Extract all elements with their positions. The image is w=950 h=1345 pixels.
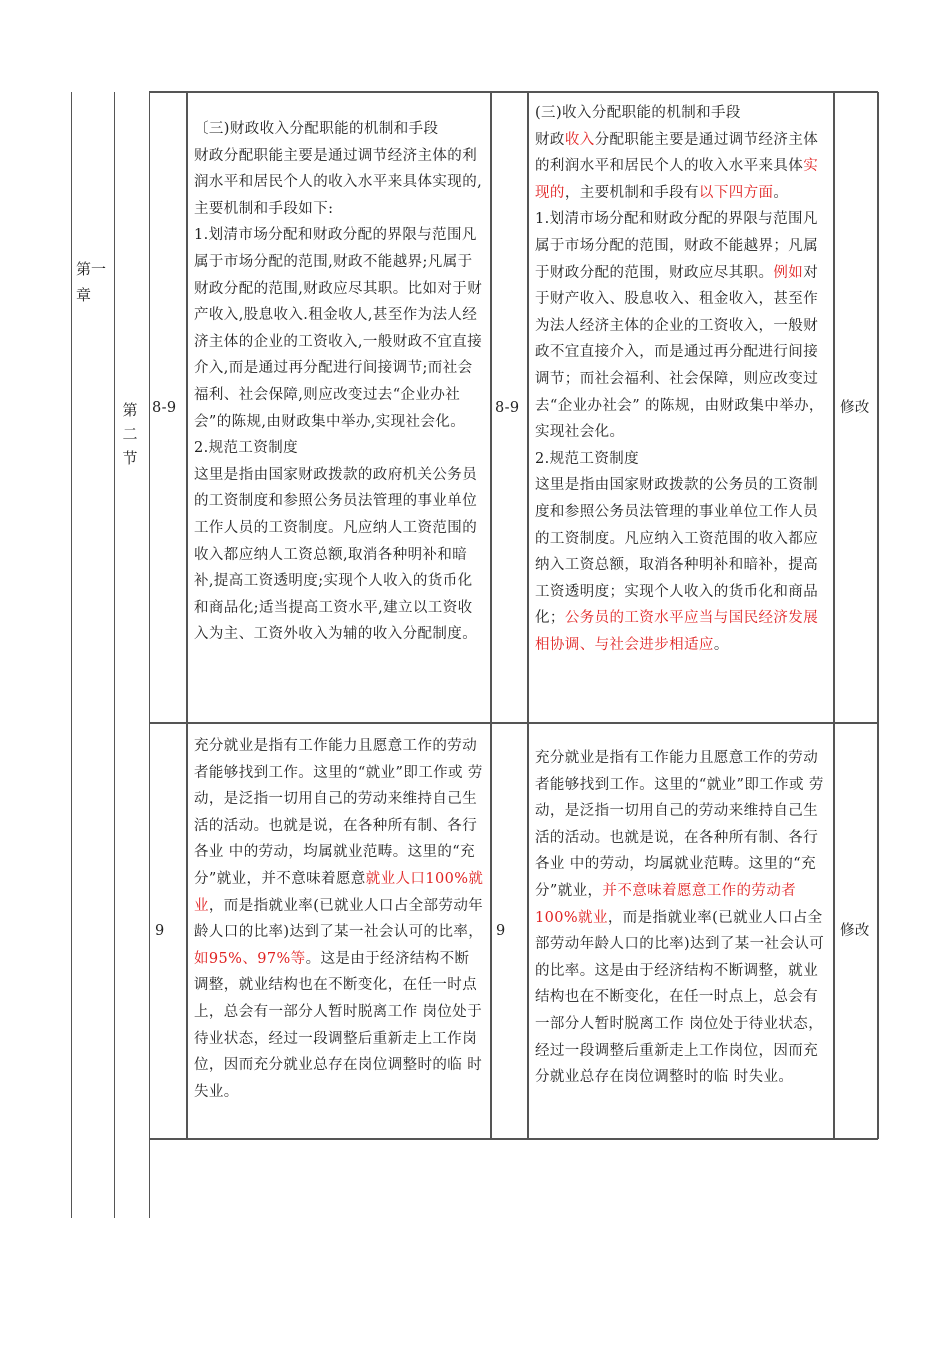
chapter-label	[76, 256, 112, 308]
chapter-label-line2: 章	[76, 286, 92, 304]
row2-action: 修改	[840, 923, 870, 939]
row1-rev-title: (三)收入分配职能的机制和手段	[535, 105, 741, 121]
row2-orig-red1: 就业人口100%就业	[194, 870, 484, 914]
section-label-line3: 节	[122, 449, 138, 467]
row1-rev-item2-a: 这里是指由国家财政拨款的公务员的工资制度和参照公务员法管理的事业单位工作人员 的工资制度。凡应纳入工资范围的收入都应纳入工资总额，取消各种明补和暗补，提高工资透明度；实现个人收入的货币化和商品化；	[535, 477, 834, 627]
row1-revised-text	[535, 100, 834, 658]
row1-rev-item2	[535, 472, 834, 658]
table-top-border	[149, 91, 878, 93]
col-line-orig-right	[490, 92, 492, 1139]
row2-page-left: 9	[155, 923, 165, 939]
row2-rev-red1: 并不意味着愿意工作的劳动者100%就业	[535, 882, 797, 926]
row1-rev-item2-title: 2.规范工资制度	[535, 450, 640, 467]
row2-page-right: 9	[496, 923, 506, 939]
row1-rev-intro-a: 财政	[535, 131, 565, 148]
row2-orig-a: 充分就业是指有工作能力且愿意工作的劳动者能够找到工作。这里的“就业”即工作或 劳动，是泛指一切用自己的劳动来维持自己生活的活动。也就是说，在各种所有制、各行各业 中的劳动，均属就业范畴。这里的“充分”就业，并不意味着愿意	[194, 738, 483, 887]
row1-rev-item1-b: 对 于财产收入、股息收入、租金收入，甚至作为法人经济主体的企业的工资收入，一般财政不宜直接介入，而是通过再分配进行间接调节；而社会福利、社会保障，则应改变过去“企业办社会” 的陈规，由财政集中举办，实现社会化。	[535, 264, 834, 441]
row-divider	[149, 722, 878, 724]
row1-rev-intro-red2: 实现的	[535, 158, 819, 201]
section-label-line1: 第	[122, 401, 138, 419]
row1-rev-item1	[535, 206, 834, 445]
row1-orig-item2: 这里是指由国家财政拨款的政府机关公务员的工资制度和参照公务员法管理的事业单位工作人员的工资制度。凡应纳人工资范围的收入都应纳人工资总额,取消各种明补和暗补,提高工资透明度;实现个人收入的货币化和商品化;适当提高工资水平,建立以工资收入为主、工资外收入为辅的收入分配制度。	[194, 466, 478, 643]
row1-orig-title: 〔三)财政收入分配职能的机制和手段	[194, 121, 439, 137]
row2-orig-red2: 如95%、97%等	[194, 950, 306, 967]
row1-page-right: 8-9	[495, 400, 520, 416]
col-line-page-left	[186, 92, 188, 1139]
row1-rev-intro-red1: 收入	[564, 131, 595, 148]
row1-rev-intro-b: 分配职能主要是通过调节经济主体的利润水平和居民个人的收入水平来具体	[535, 131, 819, 175]
section-label-line2: 二	[122, 425, 138, 443]
col-line-rev-right	[833, 92, 835, 1139]
row1-orig-item1: 1.划清市场分配和财政分配的界限与范围凡属于市场分配的范围,财政不能越界;凡属于财政分配的范围,财政应尽其职。比如对于财产收入,股息收入.租金收人,甚至作为法人经济主体的企业的工资收入,一般财政不宜直接介入,而是通过再分配进行间接调节;而社会福利、社会保障,则应改变过去“企业办社会”的陈规,由财政集中举办,实现社会化。	[194, 227, 483, 430]
left-border-line	[71, 92, 72, 1218]
chapter-divider-line	[114, 92, 115, 1218]
row1-rev-item1-red: 例如	[773, 264, 804, 281]
chapter-label-line1: 第一	[76, 260, 107, 278]
row1-rev-intro	[535, 127, 827, 207]
row2-orig-b: ，而是指就业率(已就业人口占全部劳动年龄人口的比率)达到了某一社会认可的比率，	[194, 897, 484, 941]
row1-rev-intro-d: 。	[773, 184, 789, 201]
row2-orig-c: 。这是由于经济结构不断调整，就业结构也在不断变化，在任一时点上，总会有一部分人暂时脱离工作 岗位处于待业状态，经过一段调整后重新走上工作岗位，因而充分就业总存在岗位调整时的临 时失业。	[194, 950, 483, 1100]
row1-rev-item1-a: 1.划清市场分配和财政分配的界限与范围凡属于市场分配的范围，财政不能越界；凡属于财政分配的范围，财政应尽其职。	[535, 211, 819, 281]
row1-page-left: 8-9	[152, 400, 177, 416]
row1-orig-intro: 财政分配职能主要是通过调节经济主体的利润水平和居民个人的收入水平来具体实现的,主要机制和手段如下:	[194, 147, 483, 217]
row2-rev-b: ，而是指就业率(已就业人口占全部劳动年龄人口的比率)达到了某一社会认可的比率。这是由于经济结构不断调整，就业结构也在不断变化，在任一时点上，总会有一部分人暂时脱离工作 岗位处于待业状态，经过一段调整后重新走上工作岗位，因而充分就业总存在岗位调整时的临 时失业。	[535, 909, 825, 1086]
row1-rev-intro-c: ，主要机制和手段有	[564, 184, 699, 201]
row1-rev-item2-red: 公务员的工资水平应当与国民经济发展相协调、与社会进步相适应	[535, 610, 819, 653]
row1-orig-item2-title: 2.规范工资制度	[194, 440, 299, 457]
row1-rev-intro-red3: 以下四方面	[698, 184, 774, 201]
row1-action: 修改	[840, 400, 870, 416]
section-label	[120, 398, 140, 470]
section-divider-line	[149, 92, 150, 1218]
row2-revised-text	[535, 745, 827, 1091]
row1-rev-item2-b: 。	[713, 636, 729, 653]
row1-original-text	[194, 116, 484, 648]
table-bottom-border	[149, 1138, 878, 1140]
col-line-page-right	[527, 92, 529, 1139]
table-right-border	[877, 92, 879, 1139]
row2-original-text	[194, 733, 484, 1105]
row2-rev-a: 充分就业是指有工作能力且愿意工作的劳动者能够找到工作。这里的“就业”即工作或 劳动，是泛指一切用自己的劳动来维持自己生活的活动。也就是说，在各种所有制、各行各业 中的劳动，均属就业范畴。这里的“充分”就业，	[535, 750, 824, 899]
